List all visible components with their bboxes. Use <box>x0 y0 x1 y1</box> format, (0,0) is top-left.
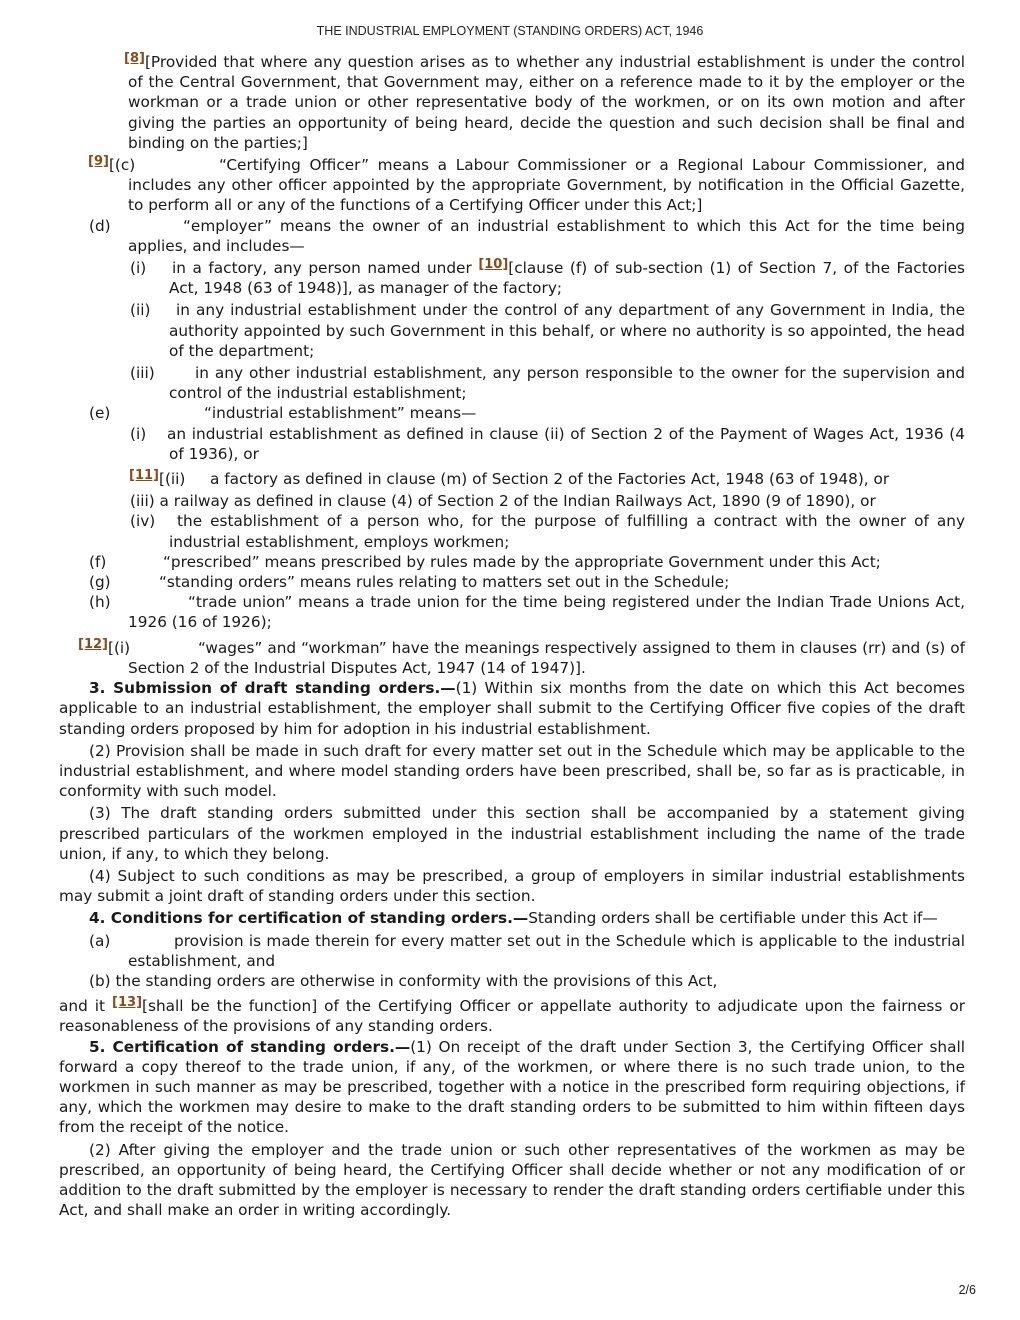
section-4-clause-a <box>59 931 965 971</box>
footnote-ref-11[interactable]: [11] <box>129 468 159 484</box>
proviso-text: [Provided that where any question arises as to whether any industrial establishment is under the control of the Central Government, that Government may, either on a reference made to it by the employer or the workman or a trade union or other representative body of the workmen, or on its own motion and after giving the parties an opportunity of being heard, decide the question and such decision shall be final and binding on the parties;] <box>128 53 965 152</box>
definition-g-text: “standing orders” means rules relating to matters set out in the Schedule; <box>159 573 730 592</box>
running-header: THE INDUSTRIAL EMPLOYMENT (STANDING ORDERS) ACT, 1946 <box>316 24 704 38</box>
definition-e-i-text: an industrial establishment as defined in clause (ii) of Section 2 of the Payment of Wages Act, 1936 (4 of 1936), or <box>167 424 965 463</box>
section-4-clause-a-label: (a) <box>89 931 111 950</box>
definition-d <box>59 216 965 256</box>
page-number: 2/6 <box>958 1283 976 1297</box>
definition-h <box>59 592 965 632</box>
definition-e-ii-text: a factory as defined in clause (m) of Section 2 of the Factories Act, 1948 (63 of 1948), or <box>210 470 890 489</box>
definition-d-label: (d) <box>89 216 111 235</box>
section-4-paragraph-1: 4. Conditions for certification of standing orders.—Standing orders shall be certifiable under this Act if— <box>89 909 938 928</box>
definition-e-iv-label: (iv) <box>130 512 156 531</box>
definition-e-iii <box>59 491 965 511</box>
section-5-heading: 5. Certification of standing orders.— <box>89 1037 411 1056</box>
section-5-paragraph-1: 5. Certification of standing orders.—(1) On receipt of the draft under Section 3, the Certifying Officer shall forward a copy thereof to the trade union, if any, of the workmen, or where there is no such trade union, to the workmen in such manner as may be prescribed, together with a notice in the prescribed form requiring objections, if any, which the workmen may desire to make to the draft standing orders to be submitted to him within fifteen days from the receipt of the notice. <box>59 1037 965 1137</box>
definition-f-text: “prescribed” means prescribed by rules made by the appropriate Government under this Act; <box>163 552 881 571</box>
section-4-clause-a-text: provision is made therein for every matter set out in the Schedule which is applicable to the industrial establishment, and <box>128 931 965 970</box>
definition-d-iii-label: (iii) <box>130 364 155 383</box>
proviso-paragraph <box>59 52 965 153</box>
definition-c <box>59 155 965 216</box>
definition-d-iii <box>59 363 965 403</box>
section-3-paragraph-1: 3. Submission of draft standing orders.—(1) Within six months from the date on which this Act becomes applicable to an industrial establishment, the employer shall submit to the Certifying Officer five copies of the draft standing orders proposed by him for adoption in his industrial establishment. <box>59 679 965 738</box>
definition-e-ii-label: [11][(ii) <box>129 468 186 489</box>
definition-f <box>59 552 965 572</box>
definition-c-label: [9][(c) <box>88 154 136 175</box>
section-4-heading: 4. Conditions for certification of standing orders.— <box>89 909 529 928</box>
definition-d-text: “employer” means the owner of an industrial establishment to which this Act for the time being applies, and includes— <box>128 216 965 255</box>
definition-h-text: “trade union” means a trade union for the time being registered under the Indian Trade Unions Act, 1926 (16 of 1926); <box>128 593 965 632</box>
footnote-ref-10[interactable]: [10] <box>478 257 509 273</box>
footnote-ref-12[interactable]: [12] <box>78 636 108 652</box>
section-3-paragraph-3: (3) The draft standing orders submitted under this section shall be accompanied by a statement giving prescribed particulars of the workmen employed in the industrial establishment including the name of the trade union, if any, to which they belong. <box>59 804 965 863</box>
definition-e-label: (e) <box>89 404 111 423</box>
definition-i-label: [12][(i) <box>78 636 131 657</box>
definition-e-iv <box>59 511 965 551</box>
definition-d-ii <box>59 300 965 361</box>
section-4-clause-b-text: (b) the standing orders are otherwise in conformity with the provisions of this Act, <box>89 971 718 990</box>
definition-c-text: “Certifying Officer” means a Labour Commissioner or a Regional Labour Commissioner, and includes any other officer appointed by the appropriate Government, by notification in the Official Gazette, to perform all or any of the functions of a Certifying Officer under this Act;] <box>128 156 965 215</box>
section-5-paragraph-2: (2) After giving the employer and the trade union or such other representatives of the workmen as may be prescribed, an opportunity of being heard, the Certifying Officer shall decide whether or not any modification of or addition to the draft submitted by the employer is necessary to render the draft standing orders certifiable under this Act, and shall make an order in writing accordingly. <box>59 1140 965 1220</box>
section-3-paragraph-2: (2) Provision shall be made in such draft for every matter set out in the Schedule which may be applicable to the industrial establishment, and where model standing orders have been prescribed, shall be, so far as is practicable, in conformity with such model. <box>59 741 965 801</box>
definition-i-text: “wages” and “workman” have the meanings respectively assigned to them in clauses (rr) and (s) of Section 2 of the Industrial Disputes Act, 1947 (14 of 1947)]. <box>128 638 965 677</box>
section-4-tail: and it [13][shall be the function] of the Certifying Officer or appellate authority to adjudicate upon the fairness or reasonableness of the provisions of any standing orders. <box>59 995 965 1036</box>
definition-g <box>59 572 965 592</box>
definition-e-text: “industrial establishment” means— <box>204 404 477 423</box>
footnote-ref-13[interactable]: [13] <box>112 995 143 1011</box>
definition-d-i-label: (i) <box>130 259 147 278</box>
document-body <box>59 52 965 1220</box>
definition-f-label: (f) <box>89 552 107 571</box>
definition-g-label: (g) <box>89 573 111 592</box>
definition-d-ii-label: (ii) <box>130 301 151 320</box>
footnote-ref-8[interactable]: [8] <box>124 51 145 66</box>
definition-i <box>59 638 965 678</box>
footnote-ref-9[interactable]: [9] <box>88 154 109 170</box>
definition-e-ii <box>59 469 965 489</box>
definition-e-i-label: (i) <box>130 424 147 443</box>
definition-e-i <box>59 424 965 464</box>
section-3-paragraph-4: (4) Subject to such conditions as may be prescribed, a group of employers in similar industrial establishments may submit a joint draft of standing orders under this section. <box>59 866 965 906</box>
definition-d-ii-text: in any industrial establishment under the control of any department of any Government in India, the authority appointed by such Government in this behalf, or where no authority is so appointed, the head of the department; <box>169 301 965 360</box>
definition-e-iv-text: the establishment of a person who, for the purpose of fulfilling a contract with the owner of any industrial establishment, employs workmen; <box>169 512 965 551</box>
definition-d-iii-text: in any other industrial establishment, any person responsible to the owner for the supervision and control of the industrial establishment; <box>169 364 965 403</box>
definition-e-iii-text: (iii) a railway as defined in clause (4) of Section 2 of the Indian Railways Act, 1890 (9 of 1890), or <box>130 492 876 511</box>
definition-d-i-text: in a factory, any person named under [10][clause (f) of sub-section (1) of Section 7, of the Factories Act, 1948 (63 of 1948)], as manager of the factory; <box>169 257 965 298</box>
section-4-clause-b <box>59 971 965 991</box>
definition-h-label: (h) <box>89 593 111 612</box>
definition-e <box>59 403 965 423</box>
section-3-heading: 3. Submission of draft standing orders.— <box>89 679 456 698</box>
definition-d-i <box>59 258 965 298</box>
